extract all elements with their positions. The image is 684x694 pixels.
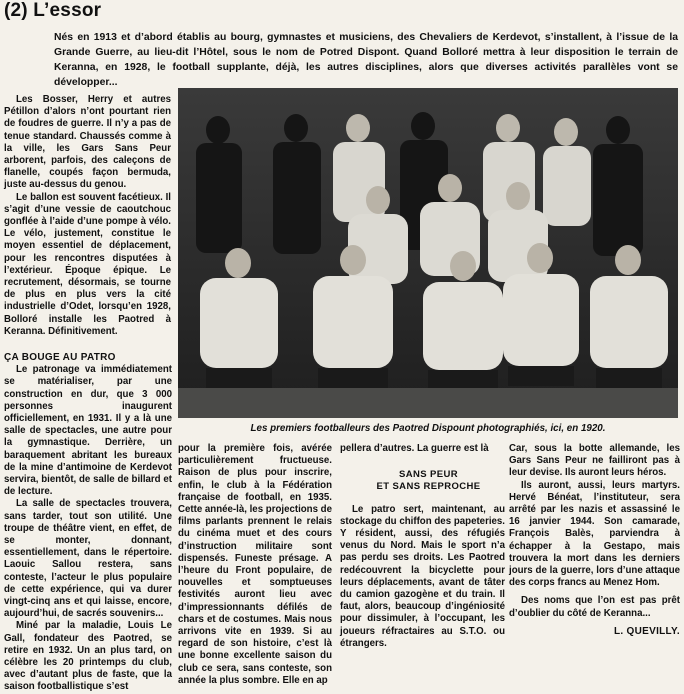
paragraph: Le patro sert, maintenant, au stockage du chiffon des papeteries. Y résident, aussi, des réfugiés venus du Nord. Mais le sport n’a pas perdu ses droits. Les Paotred redécouvrent la bicyclette pour leurs déplacements, avant de tâter du camion gazogène et du train. Il faut, alors, beaucoup d’ingéniosité pour dissimuler, à l’occupant, les joueurs réfractaires au S.T.O. ou étrangers. (340, 503, 505, 649)
subheading: SANS PEUR (398, 469, 459, 481)
paragraph: Des noms que l’on est pas prêt d’oublier du côté de Keranna... (509, 595, 680, 619)
left-column-top (4, 94, 171, 338)
paragraph: pour la première fois, avérée particulièrement fructueuse. Raison de plus pour inscrire, enfin, le club à la Fédération française de football, en 1935. Cette année-là, les projections de films parlants prennent le relais du cinéma muet et des cours d’instruction militaire sont dispensés. Funeste présage. A l’heure du Front populaire, de nouvelles et somptueuses festivités auront lieu avec d’impressionnants défilés de chars et de costumes. Mais nous arrivons vite en 1939. Si au regard de son histoire, c’est là une bonne excellente saison du club ce sera, sans conteste, son année la plus sombre. Elle en ap (178, 443, 332, 686)
team-photo-illustration (178, 88, 678, 418)
paragraph: Les Bosser, Herry et autres Pétillon d’alors n’ont pourtant rien de foudres de guerre. Il n’y a pas de tenue standard. Chaussés comme à la ville, les Gars Sans Peur arborent, parfois, des caleçons de flanelle, coupés façon bermuda, juste au-dessus du genou. (4, 94, 171, 191)
photo-caption: Les premiers footballeurs des Paotred Dispount photographiés, ici, en 1920. (250, 423, 606, 434)
column-2 (178, 443, 332, 687)
team-photo (178, 88, 678, 418)
paragraph: Car, sous la botte allemande, les Gars Sans Peur ne failliront pas à leur devise. Ils auront leurs héros. (509, 443, 680, 479)
paragraph: Le patronage va immédiatement se matérialiser, par une construction en dur, que 3 000 personnes inaugurent officiellement, en 1931. Il y a là une salle de spectacles, une autre pour la gymnastique. Derrière, un baraquement abritant les bureaux de la mine d’antimoine de Kerdevot servira, bientôt, de salle de billard et de lecture. (4, 364, 172, 498)
section-heading: ÇA BOUGE AU PATRO (4, 352, 116, 363)
paragraph: Miné par la maladie, Louis Le Gall, fondateur des Paotred, se retire en 1932. Un an plus tard, on célèbre les 20 printemps du club, avec d’autant plus de faste, que la saison footballistique s’est (4, 620, 172, 693)
subheading: ET SANS REPROCHE (376, 481, 481, 493)
column-4 (509, 443, 680, 638)
author-signature: L. QUEVILLY. (613, 625, 680, 637)
paragraph: pellera d’autres. La guerre est là (340, 443, 489, 454)
paragraph: Ils auront, aussi, leurs martyrs. Hervé Bénéat, l’instituteur, sera arrêté par les nazis et assassiné le 16 janvier 1944. Son camarade, François Balès, parviendra à échapper à la Gestapo, mais trouvera la mort dans les derniers jours de la guerre, lors d’une attaque des corps francs au Menez Hom. (509, 479, 680, 589)
left-column-bottom (4, 352, 172, 694)
intro-paragraph: Nés en 1913 et d’abord établis au bourg, gymnastes et musiciens, des Chevaliers de Kerdevot, s’installent, à l’issue de la Grande Guerre, au lieu-dit l’Hôtel, sous le nom de Potred Dispont. Quand Bolloré mettra à leur disposition le terrain de Keranna, en 1928, le football supplante, déjà, les autres disciplines, alors que diverses activités parallèles vont se développer... (54, 32, 678, 88)
paragraph: Le ballon est souvent facétieux. Il s’agit d’une vessie de caoutchouc gonflée à l’aide d’une pompe à vélo. Le vélo, justement, constitue le moyen essentiel de déplacement, pour les rencontres disputées à l’extérieur. Époque épique. Le recrutement, désormais, se tourne de plus en plus vers la cité industrielle d’Odet, lorsqu’en 1928, Bolloré installe les Paotred à Keranna. Définitivement. (4, 191, 171, 337)
page-title: (2) L’essor (4, 0, 102, 21)
column-3 (340, 443, 505, 650)
paragraph: La salle de spectacles trouvera, sans tarder, tout son utilité. Une troupe de théâtre vient, en effet, de se monter, donnant, essentiellement, dans le répertoire. Laouic Sallou restera, sans conteste, l’acteur le plus populaire de cette expérience, qui va durer vingt-cinq ans et qui laisse, encore, aujourd’hui, de sacrés souvenirs... (4, 498, 172, 620)
